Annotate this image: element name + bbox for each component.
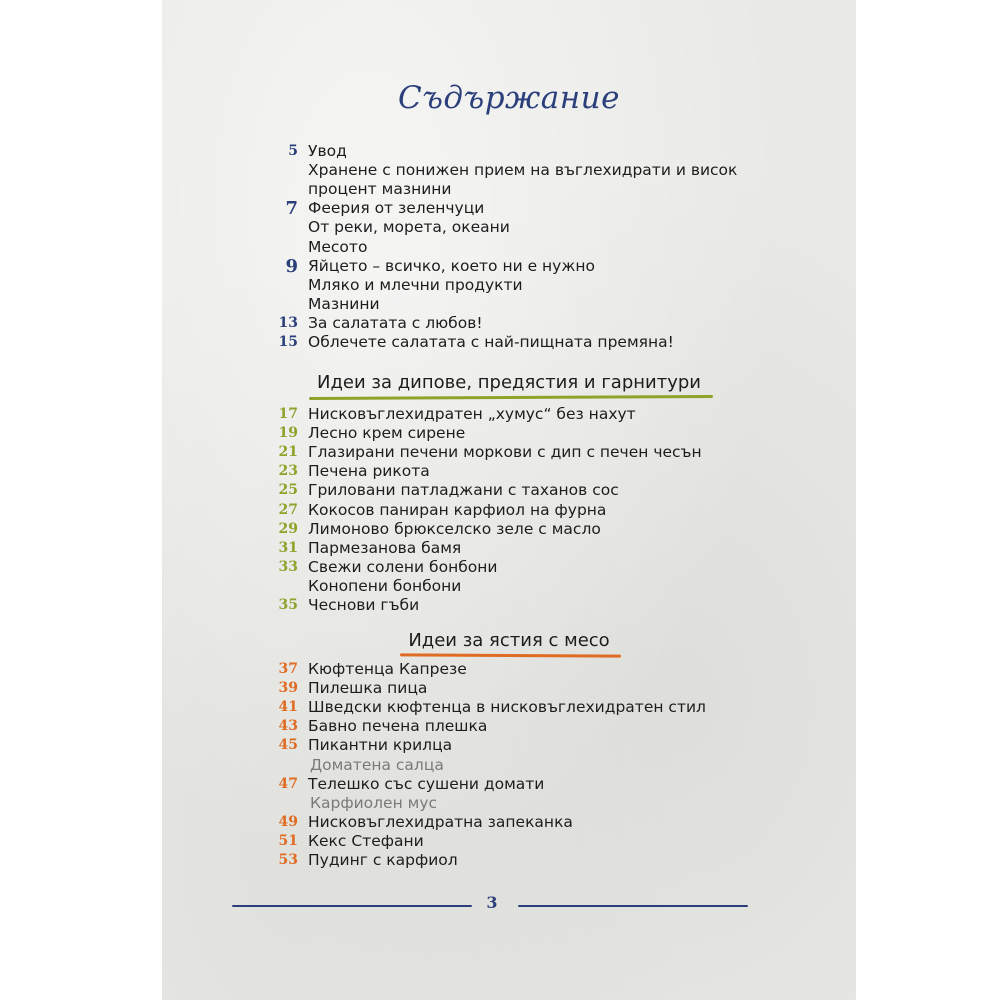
toc-entry	[162, 775, 856, 794]
toc-entry	[162, 539, 856, 558]
toc-entry	[162, 276, 856, 295]
toc-entry	[162, 596, 856, 615]
toc-entry	[162, 333, 856, 352]
page-title: Съдържание	[398, 80, 620, 116]
toc-page-number: 27	[278, 501, 298, 518]
toc-entry	[162, 424, 856, 443]
toc-entry	[162, 314, 856, 333]
toc-entry	[162, 180, 856, 199]
section-heading-dips	[162, 372, 856, 393]
toc-entry-title: Пармезанова бамя	[308, 538, 462, 557]
toc-entry-title: Увод	[308, 142, 347, 160]
toc-entry-title: Лесно крем сирене	[308, 424, 466, 443]
toc-entry	[162, 238, 856, 257]
footer-rule-right	[518, 905, 748, 907]
toc-page-number: 7	[285, 198, 298, 220]
toc-page-number: 45	[278, 737, 298, 754]
toc-entry-title: Мазнини	[308, 294, 380, 313]
toc-entry-title: Хранене с понижен прием на въглехидрати и висок	[308, 161, 738, 180]
toc-entry	[162, 142, 856, 161]
toc-page-number: 43	[278, 718, 298, 735]
toc-entry	[162, 481, 856, 500]
toc-entry-title: Телешко със сушени домати	[308, 774, 545, 793]
toc-entry	[162, 698, 856, 717]
toc-page-number: 29	[278, 520, 298, 537]
toc-entry	[162, 679, 856, 698]
section-heading-dips-text: Идеи за дипове, предястия и гарнитури	[316, 372, 701, 393]
toc-entry-title: Глазирани печени моркови с дип с печен чесън	[308, 443, 702, 462]
toc-page-number: 33	[278, 558, 298, 575]
toc-entry-title: Нисковъглехидратен „хумус“ без нахут	[308, 405, 636, 423]
section-underline-orange	[400, 653, 621, 657]
toc-entry-title: За салатата с любов!	[308, 313, 483, 332]
section-heading-meat-text: Идеи за ястия с месо	[408, 630, 610, 651]
toc-entry-title: Феерия от зеленчуци	[308, 199, 485, 218]
toc-entry-title: Нисковъглехидратна запеканка	[308, 812, 573, 831]
toc-entry	[162, 558, 856, 577]
toc-entry-title: Месото	[308, 237, 368, 256]
section-heading-meat	[162, 630, 856, 651]
toc-page-number: 13	[278, 314, 298, 331]
toc-entry	[162, 794, 856, 813]
toc-entry	[162, 756, 856, 775]
toc-entry	[162, 405, 856, 424]
toc-entry-title: Пилешка пица	[308, 679, 428, 698]
toc-entry	[162, 161, 856, 180]
toc-entry-title: Бавно печена плешка	[308, 717, 488, 736]
toc-page-number: 47	[278, 775, 298, 792]
toc-entry	[162, 717, 856, 736]
toc-page-number: 9	[285, 255, 298, 277]
toc-entry	[162, 295, 856, 314]
toc-entry-title: От реки, морета, океани	[308, 218, 510, 237]
toc-entry-title: Кюфтенца Капрезе	[308, 660, 467, 678]
toc-page-number: 35	[278, 597, 298, 613]
toc-entry	[162, 660, 856, 679]
toc-entry-title: Конопени бонбони	[308, 576, 462, 595]
toc-page-number: 31	[278, 539, 298, 556]
toc-entry-title: Шведски кюфтенца в нисковъглехидратен стил	[308, 698, 706, 717]
section-underline-green	[309, 395, 713, 400]
toc-page-number: 49	[278, 813, 298, 830]
toc-page-number: 5	[288, 143, 298, 159]
toc-entry-title: процент мазнини	[308, 180, 452, 199]
toc-entry-title: Пикантни крилца	[308, 736, 453, 755]
toc-entry-title: Доматена салца	[310, 755, 444, 774]
toc-entry-title: Яйцето – всичко, което ни е нужно	[308, 256, 595, 275]
toc-entry	[162, 443, 856, 462]
toc-entry-title: Мляко и млечни продукти	[308, 275, 523, 294]
toc-page-number: 37	[278, 661, 298, 677]
toc-entry-title: Пудинг с карфиол	[308, 851, 458, 869]
toc-entry	[162, 736, 856, 755]
toc-page-number: 15	[278, 334, 298, 350]
toc-entry-title: Кекс Стефани	[308, 831, 424, 850]
toc-page-number: 39	[278, 680, 298, 697]
toc-page-number: 19	[278, 425, 298, 442]
toc-entry	[162, 199, 856, 218]
toc-entry-title: Облечете салатата с най-пищната премяна!	[308, 333, 674, 351]
toc-entry	[162, 832, 856, 851]
toc-entry-title: Печена рикота	[308, 462, 430, 481]
toc-page-number: 25	[278, 482, 298, 499]
toc-entry	[162, 577, 856, 596]
toc-page-number: 53	[278, 852, 298, 868]
toc-entry	[162, 462, 856, 481]
toc-entry-title: Лимоново брюкселско зеле с масло	[308, 519, 601, 538]
toc-entry-title: Карфиолен мус	[310, 793, 438, 812]
toc-entry-title: Чеснови гъби	[308, 596, 420, 614]
toc-entry-title: Кокосов паниран карфиол на фурна	[308, 500, 607, 519]
toc-entry	[162, 257, 856, 276]
toc-entry	[162, 218, 856, 237]
footer-rule-left	[232, 905, 472, 907]
toc-entry	[162, 520, 856, 539]
toc-entry	[162, 813, 856, 832]
toc-entry-title: Гриловани патладжани с таханов сос	[308, 481, 619, 500]
book-page	[162, 0, 856, 1000]
toc-page-number: 41	[278, 699, 298, 716]
toc-entry	[162, 851, 856, 870]
toc-page-number: 21	[278, 444, 298, 461]
page-number: 3	[486, 893, 498, 912]
toc-entry-title: Свежи солени бонбони	[308, 557, 498, 576]
toc-page-number: 23	[278, 463, 298, 480]
toc-page-number: 51	[278, 832, 298, 849]
toc-page-number: 17	[278, 406, 298, 422]
toc-entry	[162, 501, 856, 520]
